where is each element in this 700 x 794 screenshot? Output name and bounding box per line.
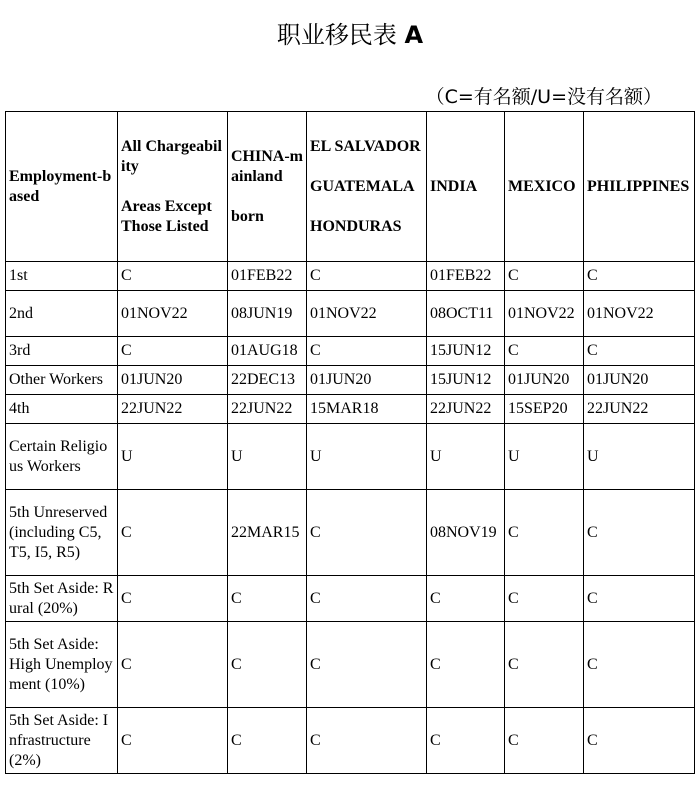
table-cell: 01AUG18 bbox=[228, 337, 307, 366]
table-cell: C bbox=[584, 262, 695, 291]
table-cell: 08JUN19 bbox=[228, 291, 307, 337]
table-cell: C bbox=[505, 262, 584, 291]
table-cell: C bbox=[307, 576, 427, 622]
header-china bbox=[228, 112, 307, 262]
table-cell: 15JUN12 bbox=[427, 366, 505, 395]
table-cell: 01NOV22 bbox=[505, 291, 584, 337]
table-cell: C bbox=[505, 490, 584, 576]
table-cell: C bbox=[118, 490, 228, 576]
header-all-chargeability bbox=[118, 112, 228, 262]
table-row bbox=[6, 622, 695, 708]
table-cell: U bbox=[118, 424, 228, 490]
table-cell: 01FEB22 bbox=[228, 262, 307, 291]
table-row bbox=[6, 708, 695, 774]
header-text: born bbox=[231, 207, 264, 225]
table-header-row bbox=[6, 112, 695, 262]
table-cell: C bbox=[228, 708, 307, 774]
table-cell: C bbox=[118, 708, 228, 774]
table-cell: C bbox=[118, 337, 228, 366]
table-cell: C bbox=[307, 490, 427, 576]
availability-legend-note: （C=有名额/U=没有名额） bbox=[425, 86, 662, 108]
table-cell: C bbox=[584, 337, 695, 366]
row-label: Other Workers bbox=[6, 366, 118, 395]
table-cell: C bbox=[584, 576, 695, 622]
header-text: GUATEMALA bbox=[310, 177, 415, 195]
page-title bbox=[0, 18, 700, 52]
table-cell: C bbox=[427, 576, 505, 622]
table-cell: U bbox=[505, 424, 584, 490]
table-cell: U bbox=[427, 424, 505, 490]
header-text: CHINA-mainland bbox=[231, 147, 303, 185]
table-cell: C bbox=[228, 576, 307, 622]
table-row bbox=[6, 262, 695, 291]
table-cell: C bbox=[427, 622, 505, 708]
table-cell: 01NOV22 bbox=[584, 291, 695, 337]
table-cell: 01JUN20 bbox=[505, 366, 584, 395]
header-text: EL SALVADOR bbox=[310, 137, 421, 155]
employment-visa-table bbox=[5, 111, 695, 774]
header-philippines bbox=[584, 112, 695, 262]
row-label: 5th Set Aside: Rural (20%) bbox=[6, 576, 118, 622]
table-body bbox=[6, 262, 695, 774]
table-cell: U bbox=[228, 424, 307, 490]
page-title-cjk: 职业移民表 bbox=[276, 21, 397, 49]
table-cell: C bbox=[118, 622, 228, 708]
table-cell: 22JUN22 bbox=[118, 395, 228, 424]
table-cell: C bbox=[505, 622, 584, 708]
row-label: 2nd bbox=[6, 291, 118, 337]
header-india bbox=[427, 112, 505, 262]
table-cell: U bbox=[584, 424, 695, 490]
table-cell: 01NOV22 bbox=[118, 291, 228, 337]
table-cell: 15JUN12 bbox=[427, 337, 505, 366]
table-cell: C bbox=[307, 708, 427, 774]
table-cell: 08OCT11 bbox=[427, 291, 505, 337]
table-row bbox=[6, 291, 695, 337]
row-label: 1st bbox=[6, 262, 118, 291]
table-cell: C bbox=[505, 708, 584, 774]
table-cell: 01JUN20 bbox=[584, 366, 695, 395]
table-cell: 15MAR18 bbox=[307, 395, 427, 424]
table-cell: C bbox=[584, 490, 695, 576]
table-cell: C bbox=[584, 708, 695, 774]
table-cell: U bbox=[307, 424, 427, 490]
table-cell: 01JUN20 bbox=[118, 366, 228, 395]
row-label: 4th bbox=[6, 395, 118, 424]
header-text: HONDURAS bbox=[310, 217, 402, 235]
table-row bbox=[6, 366, 695, 395]
table-cell: C bbox=[427, 708, 505, 774]
row-label: 5th Set Aside: High Unemployment (10%) bbox=[6, 622, 118, 708]
table-cell: 08NOV19 bbox=[427, 490, 505, 576]
header-central-america bbox=[307, 112, 427, 262]
row-label: 5th Unreserved (including C5, T5, I5, R5) bbox=[6, 490, 118, 576]
table-cell: 22MAR15 bbox=[228, 490, 307, 576]
header-text: All Chargeability bbox=[121, 137, 222, 175]
header-text: INDIA bbox=[430, 177, 478, 195]
table-cell: C bbox=[307, 622, 427, 708]
table-cell: 01FEB22 bbox=[427, 262, 505, 291]
table-cell: C bbox=[307, 337, 427, 366]
table-cell: C bbox=[118, 262, 228, 291]
table-cell: C bbox=[118, 576, 228, 622]
table-cell: C bbox=[228, 622, 307, 708]
header-text: PHILIPPINES bbox=[587, 177, 690, 195]
table-row bbox=[6, 490, 695, 576]
table-cell: C bbox=[584, 622, 695, 708]
row-label: Certain Religious Workers bbox=[6, 424, 118, 490]
table-cell: 22JUN22 bbox=[584, 395, 695, 424]
header-text: Areas Except Those Listed bbox=[121, 197, 212, 235]
table-row bbox=[6, 576, 695, 622]
table-cell: C bbox=[307, 262, 427, 291]
table-cell: 22JUN22 bbox=[228, 395, 307, 424]
table-row bbox=[6, 337, 695, 366]
page-title-letter: A bbox=[404, 21, 424, 49]
header-category: Employment-based bbox=[6, 112, 118, 262]
table-cell: 01JUN20 bbox=[307, 366, 427, 395]
table-row bbox=[6, 424, 695, 490]
header-text: MEXICO bbox=[508, 177, 576, 195]
table-cell: C bbox=[505, 576, 584, 622]
table-cell: 22DEC13 bbox=[228, 366, 307, 395]
table-cell: 22JUN22 bbox=[427, 395, 505, 424]
table-cell: 15SEP20 bbox=[505, 395, 584, 424]
table-row bbox=[6, 395, 695, 424]
header-mexico bbox=[505, 112, 584, 262]
table-cell: C bbox=[505, 337, 584, 366]
row-label: 5th Set Aside: Infrastructure (2%) bbox=[6, 708, 118, 774]
table-cell: 01NOV22 bbox=[307, 291, 427, 337]
row-label: 3rd bbox=[6, 337, 118, 366]
